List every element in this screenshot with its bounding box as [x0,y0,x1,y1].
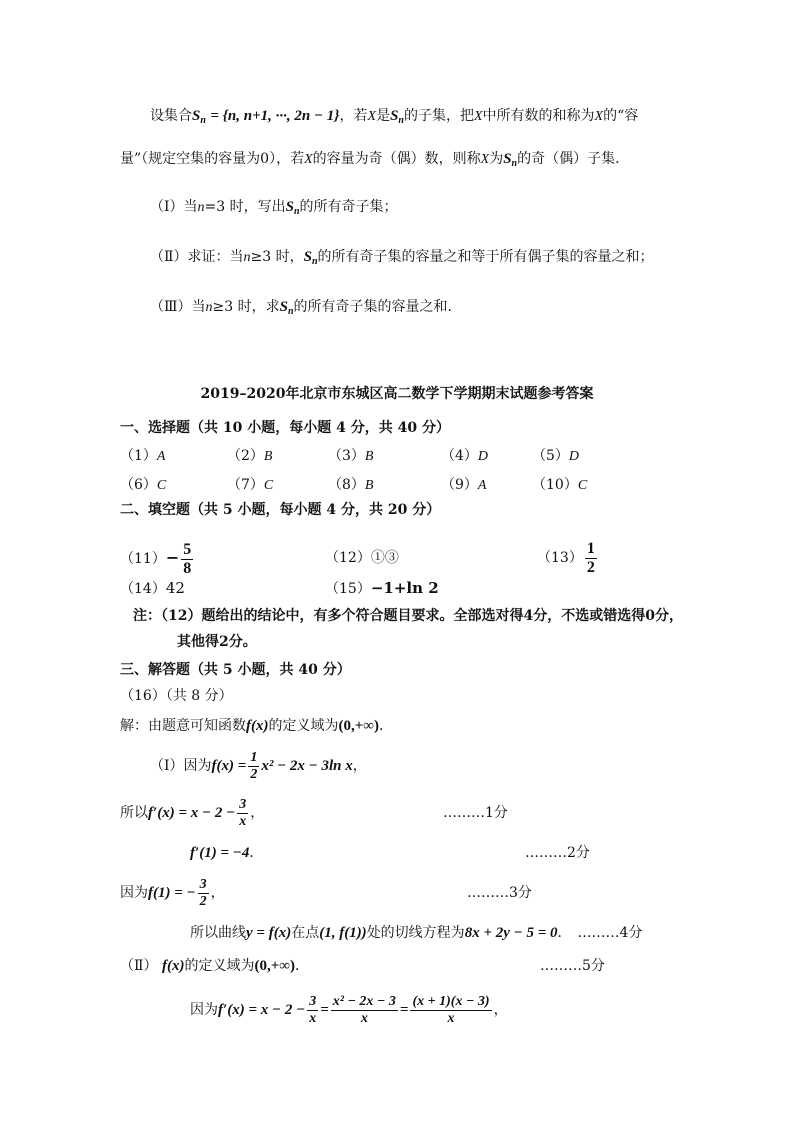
choice-answer: （10）C [532,477,588,493]
score-4: ………4分 [577,925,643,941]
math-x: X [304,152,313,167]
text: ，若 [339,108,368,124]
choice-answer: （4）D [441,448,489,464]
fill-answer-15: （15）−1+ln 2 [325,579,439,597]
text: 的容量为奇（偶）数，则称 [312,151,481,167]
fill-answer-14: （14）42 [120,579,185,597]
part2-derivative: 因为f′(x) = x − 2 − $\frac{3}{x}$ = $\frac{\text{x² − 2x − 3}}{x}$ = $\frac{(x + 1)(x - 3)}{x}$ ， [190,993,508,1026]
math-x: X [367,109,377,124]
text: 为 [489,151,504,167]
part1-derivative-at-1: f′(1) = −4． [190,845,264,861]
choice-answer: （3）B [328,448,374,464]
part1-tangent: 所以曲线y = f(x)在点(1, f(1))处的切线方程为8x + 2y − 5 = 0． ………4分 [190,925,643,941]
math-s: $S_n$ [192,108,206,126]
problem-line-1 [150,106,638,131]
fill-answer-11: （11）− $\frac{5}{8}$ [120,540,192,577]
answer-title: 2019–2020年北京市东城区高二数学下学期期末试题参考答案 [200,386,594,402]
choice-answer: （5）D [532,448,580,464]
problem16-label: （16）（共 8 分） [120,688,233,704]
text: 的奇（偶）子集． [517,151,630,167]
question-2: （Ⅱ）求证：当n≥3 时，$S_n$的所有奇子集的容量之和等于所有偶子集的容量之和； [150,249,654,267]
fill-answer-12: （12）①③ [325,550,399,566]
score-1: ………1分 [443,805,508,821]
choice-answer: （2）B [227,448,273,464]
choice-answer: （9）A [441,477,487,493]
fill-answer-13: （13） $\frac{1}{2}$ [537,539,595,576]
score-5: ………5分 [540,958,605,974]
math-x: X [473,109,483,124]
choice-answer: （1）A [120,448,166,464]
math-s: $S_n$ [503,151,518,169]
note-line-1: 注：（12）题给出的结论中，有多个符合题目要求。全部选对得4分，不选或错选得0分， [133,608,683,624]
part1-f1: 因为f(1) = − $\frac{3}{2}$ ， [120,876,225,909]
text: 的子集，把 [403,108,474,124]
problem-line-2 [120,149,629,174]
section1-heading: 一、选择题（共 10 小题，每小题 4 分，共 40 分） [120,420,450,436]
part1-derivative: 所以f′(x) = x − 2 − $\frac{3}{x}$ ， [120,796,265,829]
text: 量”（规定空集的容量为0），若 [120,151,305,167]
math-x: X [594,109,604,124]
math-s: $S_n$ [390,108,404,126]
part2-domain: （Ⅱ） f(x)的定义域为(0,+∞)． [120,958,309,974]
solution-domain: 解：由题意可知函数f(x)的定义域为(0,+∞)． [120,718,393,734]
choice-answers [120,446,622,496]
score-2: ………2分 [525,845,590,861]
text: 设集合 [150,108,192,124]
text: 中所有数的和称为 [482,108,595,124]
text: 是 [376,108,391,124]
math-set-def: = {n, n+1, ···, 2n − 1} [210,108,340,124]
choice-answer: （8）B [328,477,374,493]
part1-function: （Ⅰ）因为f(x) = $\frac{1}{2}$ x² − 2x − 3ln x， [150,749,367,782]
text: 的“容 [603,108,639,124]
question-1: （Ⅰ）当n=3 时，写出$S_n$的所有奇子集； [150,199,398,217]
section2-heading: 二、填空题（共 5 小题，每小题 4 分，共 20 分） [120,502,441,518]
score-3: ………3分 [467,885,532,901]
choice-answer: （6）C [120,477,167,493]
question-3: （Ⅲ）当n≥3 时，求$S_n$的所有奇子集的容量之和． [150,299,462,317]
math-x: X [480,152,490,167]
choice-answer: （7）C [227,477,274,493]
section3-heading: 三、解答题（共 5 小题，共 40 分） [120,662,351,678]
note-line-2: 其他得2分。 [177,634,257,650]
